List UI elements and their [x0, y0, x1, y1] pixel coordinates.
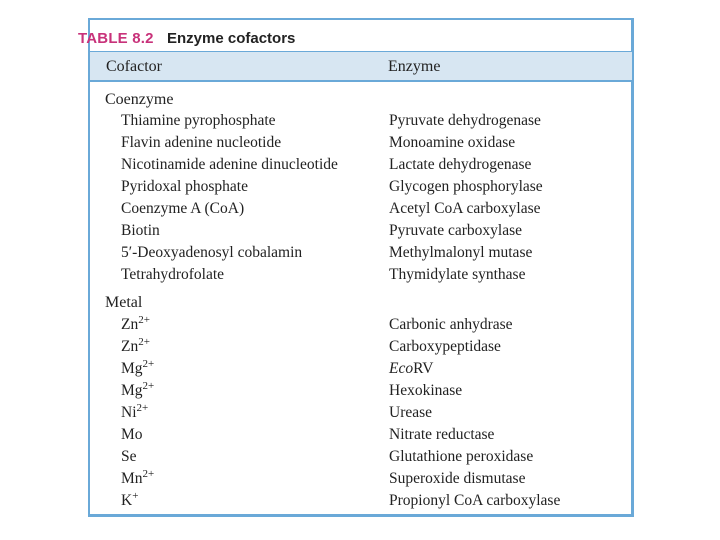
table-row — [0, 338, 720, 360]
cofactor-cell — [121, 492, 138, 510]
cofactor-charge: 2+ — [142, 380, 155, 392]
cofactor-element: Mg — [121, 360, 143, 377]
cofactor-element: Zn — [121, 338, 139, 355]
table-row — [0, 222, 720, 244]
enzyme-cell: Hexokinase — [389, 382, 463, 399]
enzyme-rest-part: RV — [413, 360, 434, 377]
enzyme-cell: Pyruvate dehydrogenase — [389, 112, 541, 129]
table-row — [0, 178, 720, 200]
table-row — [0, 156, 720, 178]
table-header-row — [90, 52, 632, 80]
cofactor-cell — [121, 316, 150, 334]
table-row — [0, 470, 720, 492]
cofactor-cell: Tetrahydrofolate — [121, 266, 225, 283]
enzyme-italic-part: Eco — [389, 360, 414, 377]
table-row — [0, 360, 720, 382]
cofactor-element: Zn — [121, 316, 139, 333]
enzyme-cell: Superoxide dismutase — [389, 470, 526, 487]
table-row — [0, 404, 720, 426]
cofactor-element: Mo — [121, 426, 143, 443]
table-caption: Enzyme cofactors — [167, 30, 296, 47]
column-header-cofactor: Cofactor — [106, 58, 162, 75]
cofactor-charge: 2+ — [138, 336, 150, 348]
table-label: TABLE 8.2 — [78, 30, 154, 47]
cofactor-cell: Biotin — [121, 222, 160, 239]
cofactor-element: Ni — [121, 404, 137, 421]
enzyme-cell: Thymidylate synthase — [389, 266, 526, 283]
group-label-coenzyme: Coenzyme — [105, 91, 174, 108]
table-row — [0, 244, 720, 266]
enzyme-cell: Acetyl CoA carboxylase — [389, 200, 541, 217]
cofactor-cell: Thiamine pyrophosphate — [121, 112, 276, 129]
enzyme-cell: Pyruvate carboxylase — [389, 222, 522, 239]
cofactor-cell: Flavin adenine nucleotide — [121, 134, 282, 151]
table-row — [0, 316, 720, 338]
cofactor-element: Mg — [121, 382, 143, 399]
enzyme-cell: Urease — [389, 404, 433, 421]
cofactor-charge: 2+ — [136, 402, 149, 414]
cofactor-cell — [121, 382, 154, 400]
enzyme-cell — [389, 360, 433, 378]
enzyme-cell: Glutathione peroxidase — [389, 448, 534, 465]
table-row — [0, 112, 720, 134]
enzyme-cell: Monoamine oxidase — [389, 134, 516, 151]
enzyme-cell: Carboxypeptidase — [389, 338, 501, 355]
cofactor-cell — [121, 448, 137, 466]
header-rule-bottom — [90, 80, 632, 82]
cofactor-cell: 5′-Deoxyadenosyl cobalamin — [121, 244, 303, 261]
group-label-metal: Metal — [105, 294, 143, 311]
cofactor-cell: Nicotinamide adenine dinucleotide — [121, 156, 338, 173]
cofactor-cell — [121, 360, 154, 378]
column-header-enzyme: Enzyme — [388, 58, 441, 75]
table-row — [0, 200, 720, 222]
table-row — [0, 382, 720, 404]
enzyme-cell: Lactate dehydrogenase — [389, 156, 532, 173]
table-row — [0, 492, 720, 514]
cofactor-cell — [121, 404, 148, 422]
table-row — [0, 266, 720, 288]
table-row — [0, 426, 720, 448]
cofactor-element: K — [121, 492, 133, 509]
cofactor-cell: Pyridoxal phosphate — [121, 178, 248, 195]
table-row — [0, 448, 720, 470]
table-row — [0, 134, 720, 156]
cofactor-cell — [121, 470, 154, 488]
enzyme-cell: Methylmalonyl mutase — [389, 244, 533, 261]
cofactor-charge: + — [132, 490, 139, 502]
enzyme-cell: Nitrate reductase — [389, 426, 495, 443]
cofactor-charge: 2+ — [142, 358, 155, 370]
cofactor-charge: 2+ — [138, 314, 150, 326]
cofactor-element: Mn — [121, 470, 143, 487]
enzyme-cell: Propionyl CoA carboxylase — [389, 492, 561, 509]
enzyme-cell: Glycogen phosphorylase — [389, 178, 543, 195]
enzyme-cell: Carbonic anhydrase — [389, 316, 513, 333]
cofactor-element: Se — [121, 448, 137, 465]
cofactor-cell — [121, 426, 143, 444]
cofactor-charge: 2+ — [142, 468, 155, 480]
cofactor-cell: Coenzyme A (CoA) — [121, 200, 245, 217]
cofactor-cell — [121, 338, 150, 356]
